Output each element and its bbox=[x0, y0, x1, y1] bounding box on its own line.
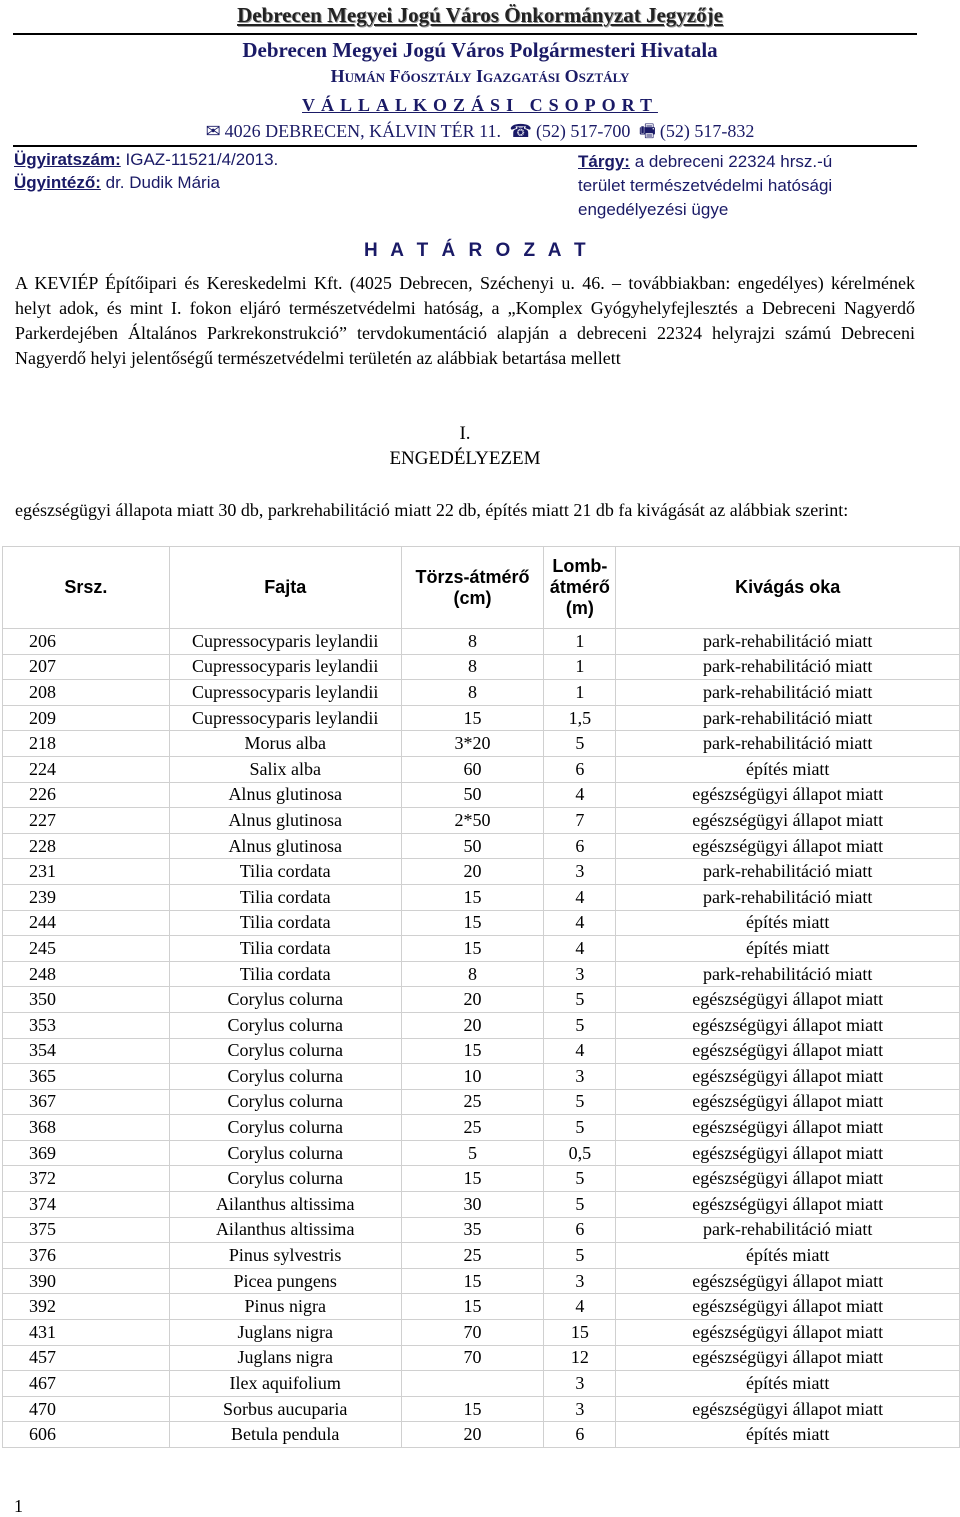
cell-number: 374 bbox=[3, 1192, 170, 1218]
cell-reason: park-rehabilitáció miatt bbox=[616, 629, 960, 655]
cell-species: Corylus colurna bbox=[169, 1140, 401, 1166]
table-row bbox=[3, 961, 960, 987]
cell-number: 375 bbox=[3, 1217, 170, 1243]
table-row bbox=[3, 1166, 960, 1192]
cell-reason: építés miatt bbox=[616, 756, 960, 782]
cell-crown-diameter: 6 bbox=[544, 833, 616, 859]
cell-crown-diameter: 12 bbox=[544, 1345, 616, 1371]
fax-text: (52) 517-832 bbox=[659, 121, 755, 141]
telephone-icon: ☎ bbox=[509, 121, 532, 141]
cell-number: 372 bbox=[3, 1166, 170, 1192]
cell-species: Juglans nigra bbox=[169, 1320, 401, 1346]
cell-reason: egészségügyi állapot miatt bbox=[616, 1396, 960, 1422]
office-name: Debrecen Megyei Jogú Város Polgármesteri Hivatala bbox=[242, 38, 718, 62]
cell-number: 248 bbox=[3, 961, 170, 987]
cell-number: 354 bbox=[3, 1038, 170, 1064]
cell-reason: építés miatt bbox=[616, 936, 960, 962]
cell-species: Ailanthus altissima bbox=[169, 1217, 401, 1243]
cell-number: 231 bbox=[3, 859, 170, 885]
cell-number: 206 bbox=[3, 629, 170, 655]
table-row bbox=[3, 1140, 960, 1166]
cell-reason: park-rehabilitáció miatt bbox=[616, 731, 960, 757]
cell-crown-diameter: 5 bbox=[544, 1243, 616, 1269]
issuer-title: Debrecen Megyei Jogú Város Önkormányzat Jegyzője bbox=[237, 3, 723, 27]
table-row bbox=[3, 1089, 960, 1115]
cell-species: Corylus colurna bbox=[169, 1089, 401, 1115]
cell-number: 367 bbox=[3, 1089, 170, 1115]
cell-species: Corylus colurna bbox=[169, 1038, 401, 1064]
table-row bbox=[3, 1345, 960, 1371]
cell-species: Corylus colurna bbox=[169, 1115, 401, 1141]
cell-species: Cupressocyparis leylandii bbox=[169, 705, 401, 731]
contact-rule bbox=[13, 145, 917, 147]
group-name: VÁLLALKOZÁSI CSOPORT bbox=[302, 95, 658, 115]
cell-species: Corylus colurna bbox=[169, 987, 401, 1013]
cell-species: Tilia cordata bbox=[169, 910, 401, 936]
cell-species: Juglans nigra bbox=[169, 1345, 401, 1371]
cell-trunk-diameter: 10 bbox=[401, 1064, 544, 1090]
cell-reason: park-rehabilitáció miatt bbox=[616, 705, 960, 731]
cell-reason: egészségügyi állapot miatt bbox=[616, 833, 960, 859]
cell-reason: egészségügyi állapot miatt bbox=[616, 1140, 960, 1166]
table-row bbox=[3, 1294, 960, 1320]
cell-number: 606 bbox=[3, 1422, 170, 1448]
cell-reason: park-rehabilitáció miatt bbox=[616, 1217, 960, 1243]
cell-species: Corylus colurna bbox=[169, 1166, 401, 1192]
cell-number: 228 bbox=[3, 833, 170, 859]
cell-trunk-diameter: 30 bbox=[401, 1192, 544, 1218]
cell-trunk-diameter: 15 bbox=[401, 910, 544, 936]
cell-trunk-diameter: 70 bbox=[401, 1345, 544, 1371]
cell-reason: park-rehabilitáció miatt bbox=[616, 961, 960, 987]
cell-crown-diameter: 6 bbox=[544, 1422, 616, 1448]
cell-reason: építés miatt bbox=[616, 910, 960, 936]
cell-species: Cupressocyparis leylandii bbox=[169, 680, 401, 706]
table-row bbox=[3, 782, 960, 808]
table-row bbox=[3, 987, 960, 1013]
table-row bbox=[3, 756, 960, 782]
table-row bbox=[3, 936, 960, 962]
cell-crown-diameter: 3 bbox=[544, 961, 616, 987]
cell-species: Morus alba bbox=[169, 731, 401, 757]
cell-number: 209 bbox=[3, 705, 170, 731]
intro-paragraph: A KEVIÉP Építőipari és Kereskedelmi Kft. (4025 Debrecen, Széchenyi u. 46. – továbbiakban: engedélyes) kérelmének helyt adok, és mint I. fokon eljáró természetvédelmi hatóság, a „Komplex Gyógyhelyfejlesztés a Debreceni Nagyerdő Parkerdejében Általános Parkrekonstrukció” tervdokumentáció alapján a debreceni 22324 helyrajzi számú Debreceni Nagyerdő helyi jelentőségű természetvédelmi területén az alábbiak betartása mellett bbox=[15, 273, 915, 368]
cell-crown-diameter: 3 bbox=[544, 1371, 616, 1397]
cell-trunk-diameter: 20 bbox=[401, 859, 544, 885]
cell-species: Alnus glutinosa bbox=[169, 782, 401, 808]
table-row bbox=[3, 1038, 960, 1064]
cell-reason: egészségügyi állapot miatt bbox=[616, 987, 960, 1013]
cell-reason: egészségügyi állapot miatt bbox=[616, 1294, 960, 1320]
cell-species: Alnus glutinosa bbox=[169, 833, 401, 859]
cell-number: 208 bbox=[3, 680, 170, 706]
cell-species: Salix alba bbox=[169, 756, 401, 782]
cell-number: 457 bbox=[3, 1345, 170, 1371]
cell-number: 376 bbox=[3, 1243, 170, 1269]
cell-trunk-diameter: 15 bbox=[401, 1396, 544, 1422]
cell-trunk-diameter: 8 bbox=[401, 680, 544, 706]
cell-reason: egészségügyi állapot miatt bbox=[616, 1038, 960, 1064]
cell-trunk-diameter: 2*50 bbox=[401, 808, 544, 834]
cell-number: 350 bbox=[3, 987, 170, 1013]
cell-species: Ailanthus altissima bbox=[169, 1192, 401, 1218]
cell-crown-diameter: 5 bbox=[544, 1089, 616, 1115]
table-row bbox=[3, 910, 960, 936]
table-row bbox=[3, 859, 960, 885]
col-header-species: Fajta bbox=[169, 547, 401, 629]
col-header-trunk-diameter: Törzs-átmérő (cm) bbox=[401, 547, 544, 629]
cell-number: 390 bbox=[3, 1268, 170, 1294]
cell-crown-diameter: 5 bbox=[544, 1115, 616, 1141]
cell-trunk-diameter: 15 bbox=[401, 884, 544, 910]
address-text: 4026 DEBRECEN, KÁLVIN TÉR 11. bbox=[224, 121, 502, 141]
cell-crown-diameter: 4 bbox=[544, 1038, 616, 1064]
cell-species: Pinus sylvestris bbox=[169, 1243, 401, 1269]
decision-title: H A T Á R O Z A T bbox=[364, 240, 590, 261]
table-row bbox=[3, 680, 960, 706]
phone-text: (52) 517-700 bbox=[535, 121, 631, 141]
table-row bbox=[3, 808, 960, 834]
cell-trunk-diameter: 25 bbox=[401, 1243, 544, 1269]
table-row bbox=[3, 654, 960, 680]
table-row bbox=[3, 833, 960, 859]
cell-crown-diameter: 1,5 bbox=[544, 705, 616, 731]
cell-trunk-diameter: 15 bbox=[401, 705, 544, 731]
cell-trunk-diameter: 25 bbox=[401, 1115, 544, 1141]
cell-reason: egészségügyi állapot miatt bbox=[616, 1012, 960, 1038]
cell-reason: park-rehabilitáció miatt bbox=[616, 859, 960, 885]
cell-trunk-diameter: 70 bbox=[401, 1320, 544, 1346]
subject: Tárgy: a debreceni 22324 hrsz.-ú terület természetvédelmi hatósági engedélyezési ügye bbox=[578, 152, 833, 219]
cell-number: 218 bbox=[3, 731, 170, 757]
cell-reason: park-rehabilitáció miatt bbox=[616, 884, 960, 910]
col-header-reason: Kivágás oka bbox=[616, 547, 960, 629]
cell-crown-diameter: 0,5 bbox=[544, 1140, 616, 1166]
envelope-icon: ✉ bbox=[205, 121, 221, 141]
cell-trunk-diameter: 5 bbox=[401, 1140, 544, 1166]
cell-number: 353 bbox=[3, 1012, 170, 1038]
cell-number: 245 bbox=[3, 936, 170, 962]
cell-reason: park-rehabilitáció miatt bbox=[616, 654, 960, 680]
table-row bbox=[3, 1320, 960, 1346]
cell-species: Ilex aquifolium bbox=[169, 1371, 401, 1397]
cell-crown-diameter: 4 bbox=[544, 1294, 616, 1320]
cell-crown-diameter: 6 bbox=[544, 1217, 616, 1243]
cell-crown-diameter: 5 bbox=[544, 1012, 616, 1038]
table-row bbox=[3, 1115, 960, 1141]
cell-species: Corylus colurna bbox=[169, 1064, 401, 1090]
cell-trunk-diameter: 8 bbox=[401, 629, 544, 655]
cell-species: Tilia cordata bbox=[169, 936, 401, 962]
cell-species: Tilia cordata bbox=[169, 859, 401, 885]
cell-trunk-diameter: 60 bbox=[401, 756, 544, 782]
cell-trunk-diameter: 8 bbox=[401, 654, 544, 680]
cell-reason: egészségügyi állapot miatt bbox=[616, 1166, 960, 1192]
cell-crown-diameter: 4 bbox=[544, 884, 616, 910]
cell-number: 368 bbox=[3, 1115, 170, 1141]
cell-reason: egészségügyi állapot miatt bbox=[616, 1345, 960, 1371]
cell-trunk-diameter: 15 bbox=[401, 936, 544, 962]
cell-trunk-diameter bbox=[401, 1371, 544, 1397]
cell-number: 239 bbox=[3, 884, 170, 910]
col-header-number: Srsz. bbox=[3, 547, 170, 629]
cell-trunk-diameter: 20 bbox=[401, 987, 544, 1013]
cell-crown-diameter: 5 bbox=[544, 1166, 616, 1192]
cell-reason: park-rehabilitáció miatt bbox=[616, 680, 960, 706]
cell-crown-diameter: 7 bbox=[544, 808, 616, 834]
table-row bbox=[3, 884, 960, 910]
table-row bbox=[3, 629, 960, 655]
cell-crown-diameter: 1 bbox=[544, 680, 616, 706]
cell-reason: egészségügyi állapot miatt bbox=[616, 782, 960, 808]
cell-number: 224 bbox=[3, 756, 170, 782]
fax-icon: 🖷 bbox=[638, 121, 656, 141]
table-row bbox=[3, 1422, 960, 1448]
cell-reason: egészségügyi állapot miatt bbox=[616, 1320, 960, 1346]
cell-crown-diameter: 5 bbox=[544, 987, 616, 1013]
cell-crown-diameter: 3 bbox=[544, 1268, 616, 1294]
cell-crown-diameter: 1 bbox=[544, 629, 616, 655]
cell-reason: építés miatt bbox=[616, 1371, 960, 1397]
cell-crown-diameter: 3 bbox=[544, 859, 616, 885]
cell-trunk-diameter: 20 bbox=[401, 1422, 544, 1448]
table-row bbox=[3, 1064, 960, 1090]
cell-crown-diameter: 4 bbox=[544, 936, 616, 962]
cell-reason: egészségügyi állapot miatt bbox=[616, 1192, 960, 1218]
cell-trunk-diameter: 8 bbox=[401, 961, 544, 987]
cell-trunk-diameter: 15 bbox=[401, 1166, 544, 1192]
cell-trunk-diameter: 15 bbox=[401, 1294, 544, 1320]
cell-crown-diameter: 3 bbox=[544, 1064, 616, 1090]
section-number: I. bbox=[459, 423, 471, 444]
cell-reason: egészségügyi állapot miatt bbox=[616, 1268, 960, 1294]
table-header-row bbox=[3, 547, 960, 629]
clerk: Ügyintéző: dr. Dudik Mária bbox=[14, 173, 220, 192]
cell-number: 227 bbox=[3, 808, 170, 834]
cell-crown-diameter: 1 bbox=[544, 654, 616, 680]
cell-crown-diameter: 4 bbox=[544, 782, 616, 808]
cell-species: Alnus glutinosa bbox=[169, 808, 401, 834]
cell-species: Corylus colurna bbox=[169, 1012, 401, 1038]
section-paragraph: egészségügyi állapota miatt 30 db, parkrehabilitáció miatt 22 db, építés miatt 21 db fa kivágását az alábbiak szerint: bbox=[15, 500, 849, 520]
cell-crown-diameter: 6 bbox=[544, 756, 616, 782]
cell-crown-diameter: 5 bbox=[544, 1192, 616, 1218]
table-row bbox=[3, 1243, 960, 1269]
cell-number: 244 bbox=[3, 910, 170, 936]
section-title: ENGEDÉLYEZEM bbox=[389, 448, 541, 469]
case-number: Ügyiratszám: IGAZ-11521/4/2013. bbox=[14, 150, 279, 169]
cell-crown-diameter: 3 bbox=[544, 1396, 616, 1422]
table-row bbox=[3, 1192, 960, 1218]
cell-trunk-diameter: 20 bbox=[401, 1012, 544, 1038]
cell-crown-diameter: 15 bbox=[544, 1320, 616, 1346]
cell-species: Tilia cordata bbox=[169, 961, 401, 987]
department-name: Humán Főosztály Igazgatási Osztály bbox=[330, 66, 630, 86]
cell-species: Pinus nigra bbox=[169, 1294, 401, 1320]
table-row bbox=[3, 1217, 960, 1243]
cell-species: Cupressocyparis leylandii bbox=[169, 654, 401, 680]
table-row bbox=[3, 705, 960, 731]
table-row bbox=[3, 1268, 960, 1294]
page-number: 1 bbox=[14, 1496, 23, 1516]
cell-number: 226 bbox=[3, 782, 170, 808]
cell-trunk-diameter: 25 bbox=[401, 1089, 544, 1115]
cell-number: 365 bbox=[3, 1064, 170, 1090]
header-rule bbox=[13, 33, 917, 35]
cell-species: Betula pendula bbox=[169, 1422, 401, 1448]
cell-trunk-diameter: 35 bbox=[401, 1217, 544, 1243]
cell-crown-diameter: 5 bbox=[544, 731, 616, 757]
table-row bbox=[3, 1371, 960, 1397]
cell-reason: egészségügyi állapot miatt bbox=[616, 1089, 960, 1115]
cell-number: 467 bbox=[3, 1371, 170, 1397]
cell-reason: egészségügyi állapot miatt bbox=[616, 1115, 960, 1141]
cell-number: 369 bbox=[3, 1140, 170, 1166]
cell-trunk-diameter: 3*20 bbox=[401, 731, 544, 757]
cell-trunk-diameter: 50 bbox=[401, 782, 544, 808]
cell-species: Tilia cordata bbox=[169, 884, 401, 910]
cell-trunk-diameter: 15 bbox=[401, 1268, 544, 1294]
cell-reason: egészségügyi állapot miatt bbox=[616, 808, 960, 834]
tree-felling-table bbox=[2, 546, 960, 1448]
cell-number: 470 bbox=[3, 1396, 170, 1422]
cell-crown-diameter: 4 bbox=[544, 910, 616, 936]
cell-number: 392 bbox=[3, 1294, 170, 1320]
cell-trunk-diameter: 15 bbox=[401, 1038, 544, 1064]
col-header-crown-diameter: Lomb-átmérő (m) bbox=[544, 547, 616, 629]
cell-reason: építés miatt bbox=[616, 1243, 960, 1269]
cell-number: 431 bbox=[3, 1320, 170, 1346]
table-row bbox=[3, 731, 960, 757]
cell-trunk-diameter: 50 bbox=[401, 833, 544, 859]
table-row bbox=[3, 1012, 960, 1038]
cell-reason: egészségügyi állapot miatt bbox=[616, 1064, 960, 1090]
table-row bbox=[3, 1396, 960, 1422]
cell-species: Picea pungens bbox=[169, 1268, 401, 1294]
cell-reason: építés miatt bbox=[616, 1422, 960, 1448]
cell-number: 207 bbox=[3, 654, 170, 680]
cell-species: Cupressocyparis leylandii bbox=[169, 629, 401, 655]
cell-species: Sorbus aucuparia bbox=[169, 1396, 401, 1422]
